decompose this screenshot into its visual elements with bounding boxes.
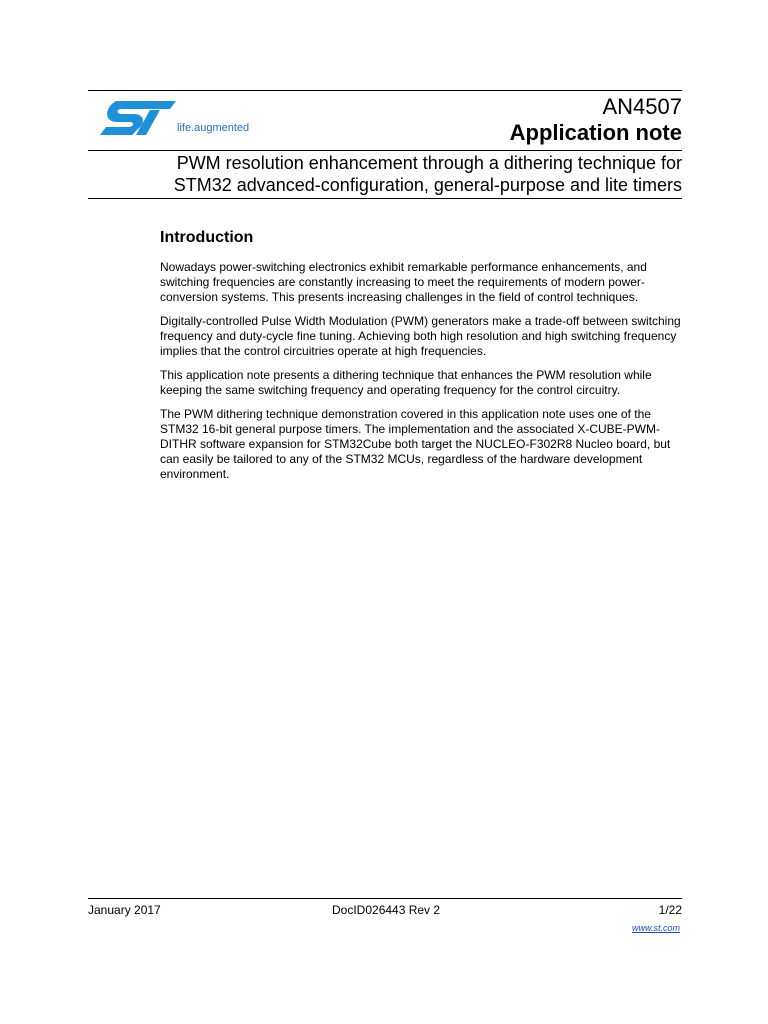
st-logo-icon (98, 98, 176, 138)
introduction-section (160, 228, 684, 491)
title-line: STM32 advanced-configuration, general-purpose and lite timers (173, 175, 682, 195)
logo-tagline: life.augmented (177, 122, 250, 134)
header-top-rule (88, 90, 682, 91)
paragraph: Digitally-controlled Pulse Width Modulation (PWM) generators make a trade-off between switching frequency and duty-cycle fine tuning. Achieving both high resolution and high switching frequency implies that the control circuitries operate at high frequencies. (160, 314, 681, 358)
footer-rule (88, 898, 682, 899)
title-line: PWM resolution enhancement through a dithering technique for (176, 153, 682, 173)
footer-date: January 2017 (88, 903, 161, 917)
document-type: Application note (509, 120, 682, 145)
st-logo (98, 98, 288, 146)
paragraph: Nowadays power-switching electronics exhibit remarkable performance enhancements, and switching frequencies are constantly increasing to meet the requirements of modern power-conversion systems. This presents increasing challenges in the field of control techniques. (160, 260, 647, 304)
paragraph: The PWM dithering technique demonstration covered in this application note uses one of the STM32 16-bit general purpose timers. The implementation and the associated X-CUBE-PWM-DITHR software expansion for STM32Cube both target the NUCLEO-F302R8 Nucleo board, but can easily be tailored to any of the STM32 MCUs, regardless of the hardware development environment. (160, 407, 671, 481)
page-number: 1/22 (658, 903, 682, 917)
paragraph: This application note presents a dithering technique that enhances the PWM resolution while keeping the same switching frequency and operating frequency for the control circuitry. (160, 368, 652, 397)
website-link[interactable]: www.st.com (631, 923, 680, 933)
document-number: AN4507 (602, 94, 682, 119)
footer-doc-id: DocID026443 Rev 2 (332, 903, 441, 917)
title-rule-bottom (88, 198, 682, 199)
title-rule-top (88, 150, 682, 151)
section-heading: Introduction (160, 229, 254, 246)
document-title (82, 152, 682, 196)
